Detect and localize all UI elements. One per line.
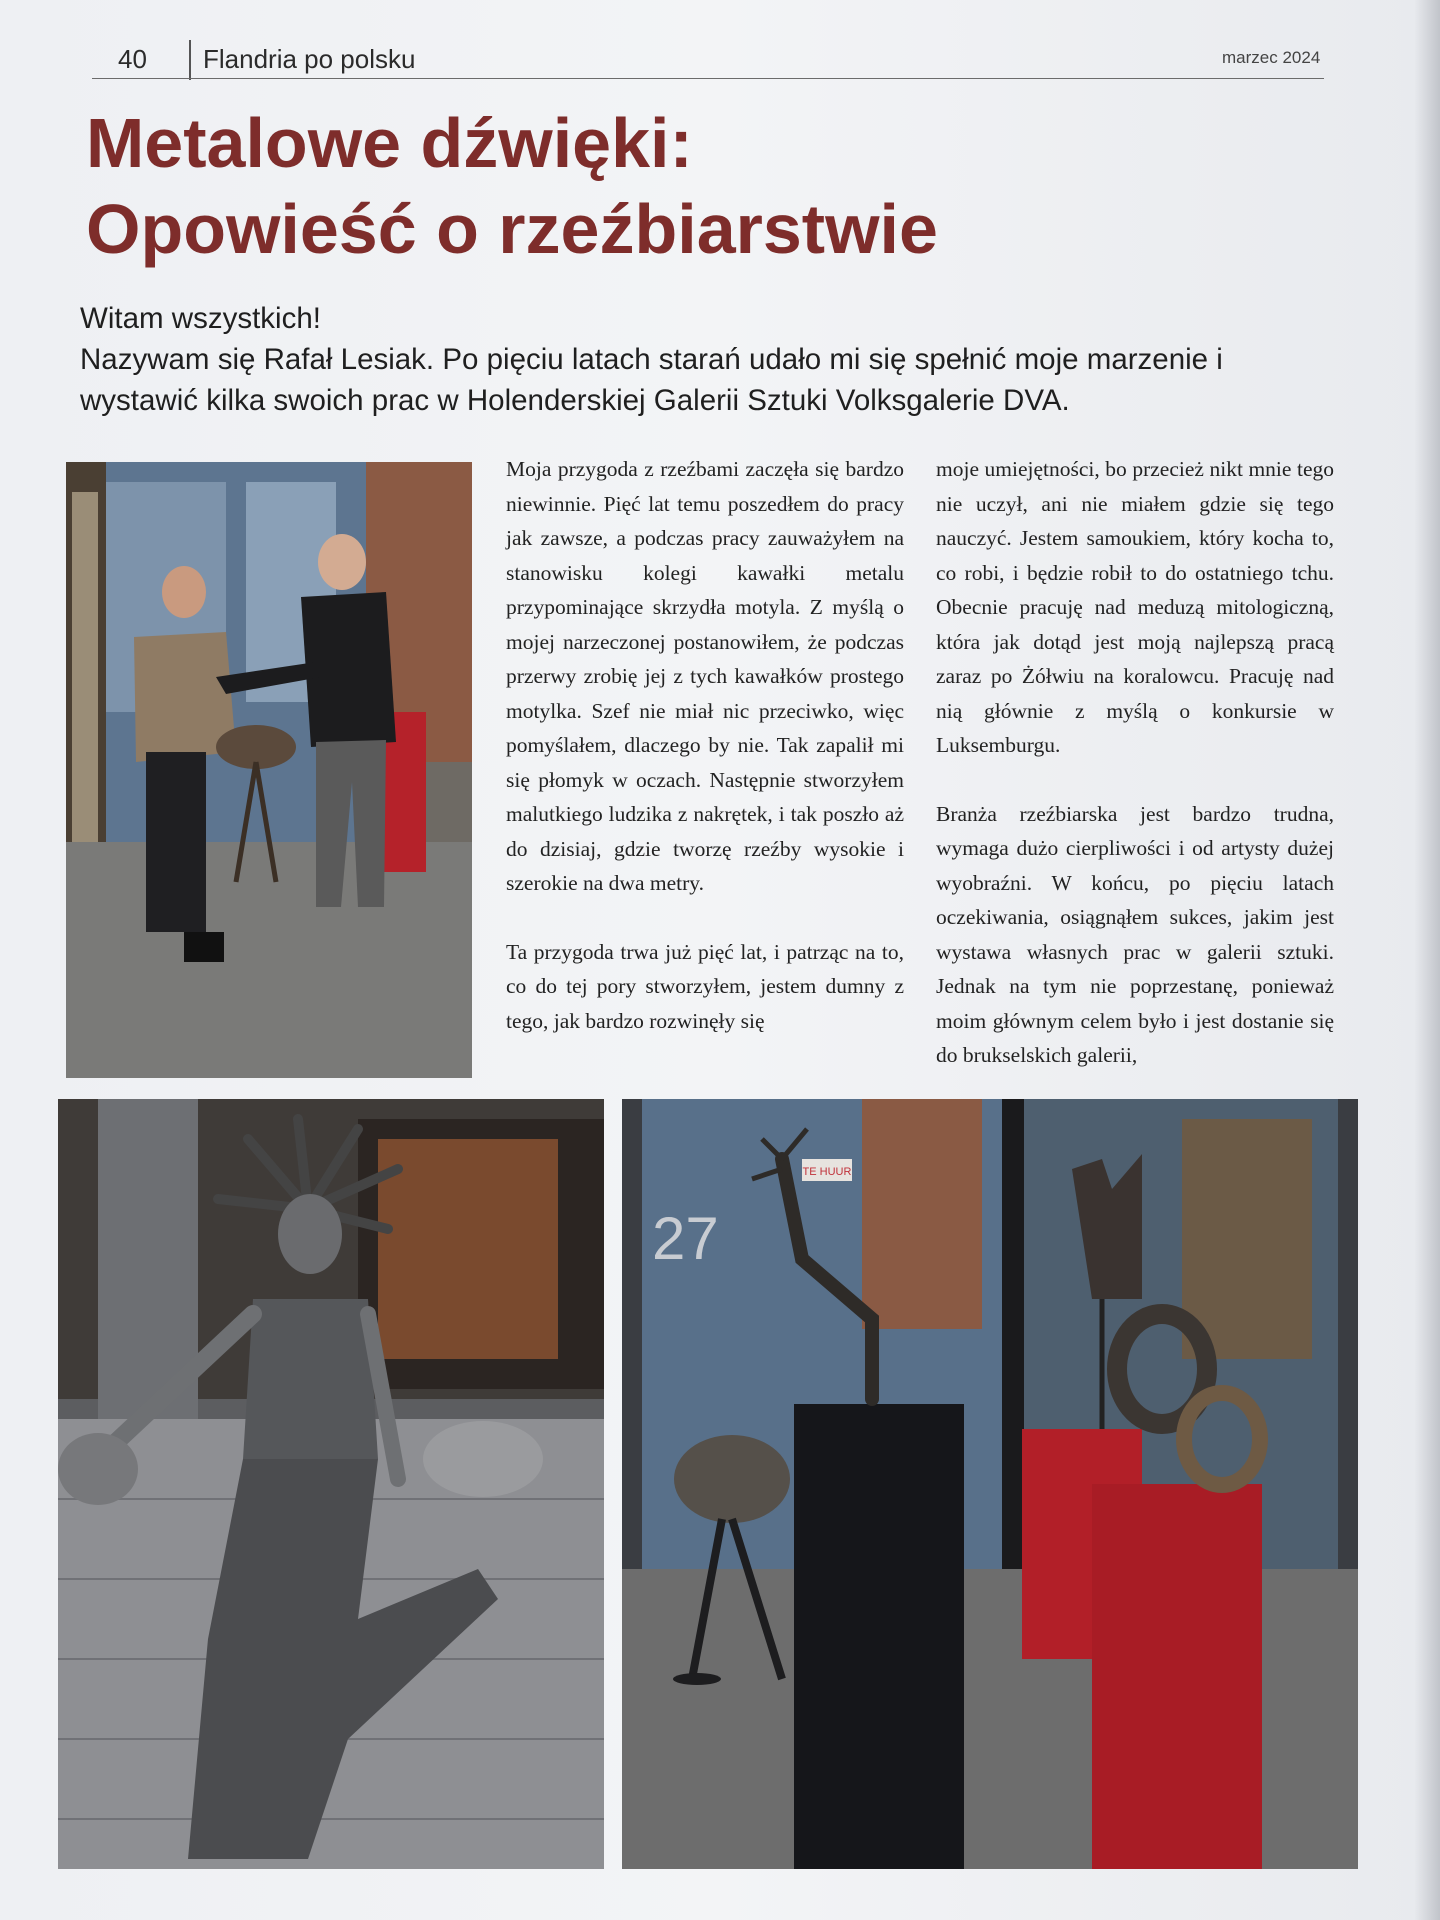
header-separator [189, 40, 191, 80]
window-number: 27 [652, 1205, 719, 1272]
issue-date: marzec 2024 [1222, 48, 1321, 67]
title-line-1: Metalowe dźwięki: [86, 104, 693, 182]
photo-medusa-sculpture [58, 1099, 604, 1869]
column-1-paragraph-2: Ta przygoda trwa już pięć lat, i patrząc na to, co do tej pory stworzyłem, jestem dumny z tego, jak bardzo rozwinęły się [506, 939, 904, 1033]
header-rule [92, 78, 1324, 79]
column-1-paragraph-1: Moja przygoda z rzeźbami zaczęła się bardzo niewinnie. Pięć lat temu poszedłem do pracy jak zawsze, a podczas pracy zauważyłem na stanowisku kolegi kawałki metalu przypominające skrzydła motyla. Z myślą o mojej narzeczonej postanowiłem, że podczas przerwy zrobię jej z tych kawałków prostego motylka. Szef nie miał nic przeciwko, więc pomyślałem, dlaczego by nie. Tak zapalił mi się płomyk w oczach. Następnie stworzyłem malutkiego ludzika z nakrętek, i tak poszło aż do dzisiaj, gdzie tworzę rzeźby wysokie i szerokie na dwa metry. [506, 457, 904, 895]
greeting: Witam wszystkich! [80, 302, 321, 335]
column-2-paragraph-1: moje umiejętności, bo przecież nikt mnie tego nie uczył, ani nie miałem gdzie się tego nauczyć. Jestem samoukiem, który kocha to, co robi, i będzie robił to do ostatniego tchu. Obecnie pracuję nad meduzą mitologiczną, która jak dotąd jest moją najlepszą pracą zaraz po Żółwiu na koralowcu. Pracuję nad nią głównie z myślą o konkursie w Luksemburgu. [936, 457, 1334, 757]
article-title [86, 100, 1286, 272]
title-line-2: Opowieść o rzeźbiarstwie [86, 190, 938, 268]
article-intro [80, 298, 1340, 421]
column-2-paragraph-2: Branża rzeźbiarska jest bardzo trudna, wymaga dużo cierpliwości i od artysty dużej wyobraźni. W końcu, po pięciu latach oczekiwania, osiągnąłem sukces, jakim jest wystawa własnych prac w galerii sztuki. Jednak na tym nie poprzestanę, ponieważ moim głównym celem było i jest dostanie się do brukselskich galerii, [936, 801, 1334, 1067]
for-rent-sign: TE HUUR [802, 1166, 852, 1178]
lead-paragraph: Nazywam się Rafał Lesiak. Po pięciu latach starań udało mi się spełnić moje marzenie i wystawić kilka swoich prac w Holenderskiej Galerii Sztuki Volksgalerie DVA. [80, 343, 1223, 417]
publication-name: Flandria po polsku [203, 44, 416, 74]
page-number: 40 [118, 44, 147, 74]
photo-handshake-image [66, 462, 472, 1078]
photo-gallery-image [622, 1099, 1358, 1869]
article-column-1 [506, 452, 904, 1038]
article-column-2 [936, 452, 1334, 1073]
photo-gallery-display [622, 1099, 1358, 1869]
photo-medusa-image [58, 1099, 604, 1869]
photo-handshake [66, 462, 472, 1078]
